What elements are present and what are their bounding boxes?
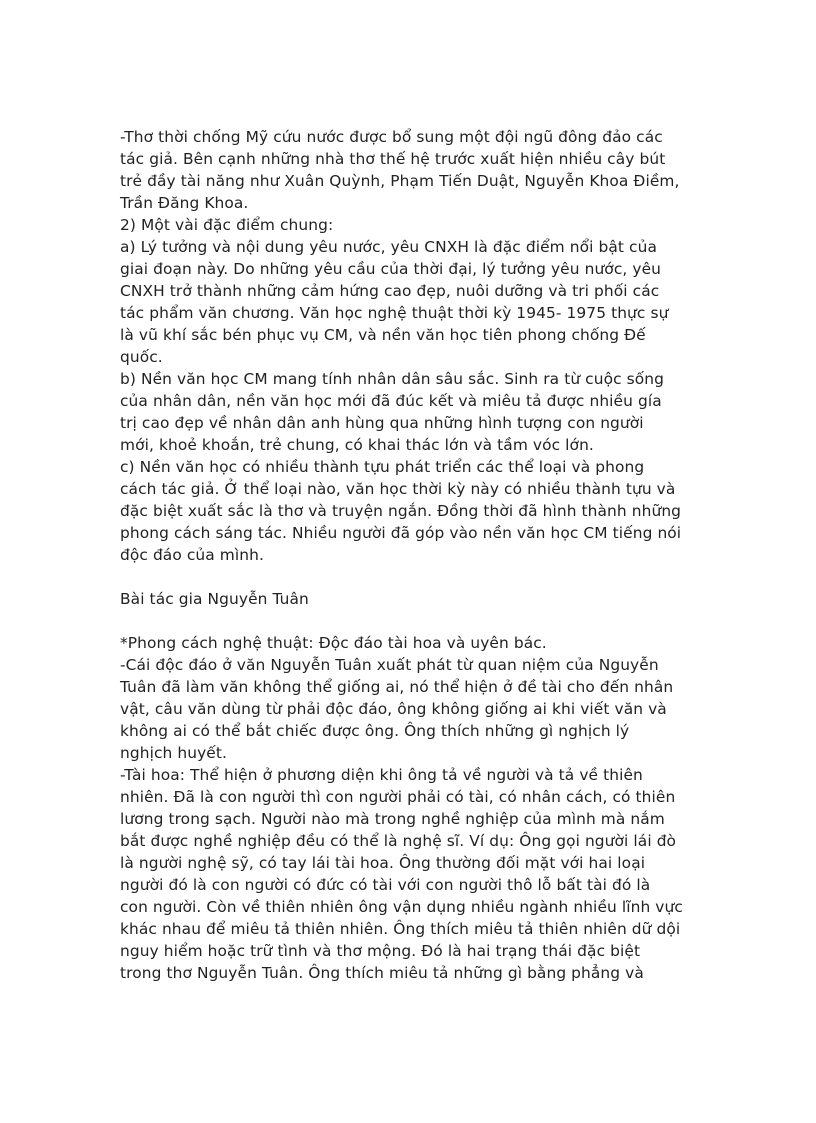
section-2-title: Bài tác gia Nguyễn Tuân xyxy=(120,590,309,608)
text-line: tác phẩm văn chương. Văn học nghệ thuật thời kỳ 1945- 1975 thực sự xyxy=(120,304,669,322)
text-line: lương trong sạch. Người nào mà trong nghề nghiệp của mình mà nắm xyxy=(120,810,665,828)
text-line: là người nghệ sỹ, có tay lái tài hoa. Ông thường đối mặt với hai loại xyxy=(120,854,646,872)
text-line: cách tác giả. Ở thể loại nào, văn học thời kỳ này có nhiều thành tựu và xyxy=(120,480,676,498)
text-line: trong thơ Nguyễn Tuân. Ông thích miêu tả những gì bằng phẳng và xyxy=(120,964,644,982)
text-line: con người. Còn về thiên nhiên ông vận dụng nhiều ngành nhiều lĩnh vực xyxy=(120,898,683,916)
text-line: nguy hiểm hoặc trữ tình và thơ mộng. Đó là hai trạng thái đặc biệt xyxy=(120,942,641,960)
text-line: Tuân đã làm văn không thể giống ai, nó thể hiện ở đề tài cho đến nhân xyxy=(120,678,674,696)
text-line: trẻ đầy tài năng như Xuân Quỳnh, Phạm Tiến Duật, Nguyễn Khoa Điềm, xyxy=(120,172,680,190)
text-line: đặc biệt xuất sắc là thơ và truyện ngắn. Đồng thời đã hình thành những xyxy=(120,502,682,520)
text-line: phong cách sáng tác. Nhiều người đã góp vào nền văn học CM tiếng nói xyxy=(120,524,682,542)
text-line: tác giả. Bên cạnh những nhà thơ thế hệ trước xuất hiện nhiều cây bút xyxy=(120,150,666,168)
text-line: bắt được nghề nghiệp đều có thể là nghệ sĩ. Ví dụ: Ông gọi người lái đò xyxy=(120,832,677,850)
paragraph-spacer xyxy=(120,610,700,632)
text-line: nhiên. Đã là con người thì con người phải có tài, có nhân cách, có thiên xyxy=(120,788,676,806)
text-line: Trần Đăng Khoa. xyxy=(120,194,249,212)
text-line: c) Nền văn học có nhiều thành tựu phát triển các thể loại và phong xyxy=(120,458,645,476)
section-2-text xyxy=(120,632,700,984)
text-line: *Phong cách nghệ thuật: Độc đáo tài hoa và uyên bác. xyxy=(120,634,547,652)
text-line: người đó là con người có đức có tài với con người thô lỗ bất tài đó là xyxy=(120,876,651,894)
text-line: -Thơ thời chống Mỹ cứu nước được bổ sung một đội ngũ đông đảo các xyxy=(120,128,663,146)
text-line: 2) Một vài đặc điểm chung: xyxy=(120,216,334,234)
text-line: -Cái độc đáo ở văn Nguyễn Tuân xuất phát từ quan niệm của Nguyễn xyxy=(120,656,659,674)
document-page xyxy=(120,126,700,984)
text-line: mới, khoẻ khoắn, trẻ chung, có khai thác lớn và tầm vóc lớn. xyxy=(120,436,594,454)
text-line: là vũ khí sắc bén phục vụ CM, và nền văn học tiên phong chống Đế xyxy=(120,326,646,344)
text-line: của nhân dân, nền văn học mới đã đúc kết và miêu tả được nhiều gía xyxy=(120,392,662,410)
text-line: nghịch huyết. xyxy=(120,744,227,762)
text-line: -Tài hoa: Thể hiện ở phương diện khi ông tả về người và tả về thiên xyxy=(120,766,643,784)
text-line: CNXH trở thành những cảm hứng cao đẹp, nuôi dưỡng và tri phối các xyxy=(120,282,660,300)
text-line: vật, câu văn dùng từ phải độc đáo, ông không giống ai khi viết văn và xyxy=(120,700,667,718)
text-line: không ai có thể bắt chiếc được ông. Ông thích những gì nghịch lý xyxy=(120,722,630,740)
text-line: a) Lý tưởng và nội dung yêu nước, yêu CNXH là đặc điểm nổi bật của xyxy=(120,238,657,256)
text-line: b) Nền văn học CM mang tính nhân dân sâu sắc. Sinh ra từ cuộc sống xyxy=(120,370,665,388)
text-line: trị cao đẹp về nhân dân anh hùng qua những hình tượng con người xyxy=(120,414,644,432)
text-line: độc đáo của mình. xyxy=(120,546,264,564)
paragraph-spacer xyxy=(120,566,700,588)
text-line: giai đoạn này. Do những yêu cầu của thời đại, lý tưởng yêu nước, yêu xyxy=(120,260,661,278)
text-line: khác nhau để miêu tả thiên nhiên. Ông thích miêu tả thiên nhiên dữ dội xyxy=(120,920,681,938)
section-1-text xyxy=(120,126,700,566)
text-line: quốc. xyxy=(120,348,163,366)
